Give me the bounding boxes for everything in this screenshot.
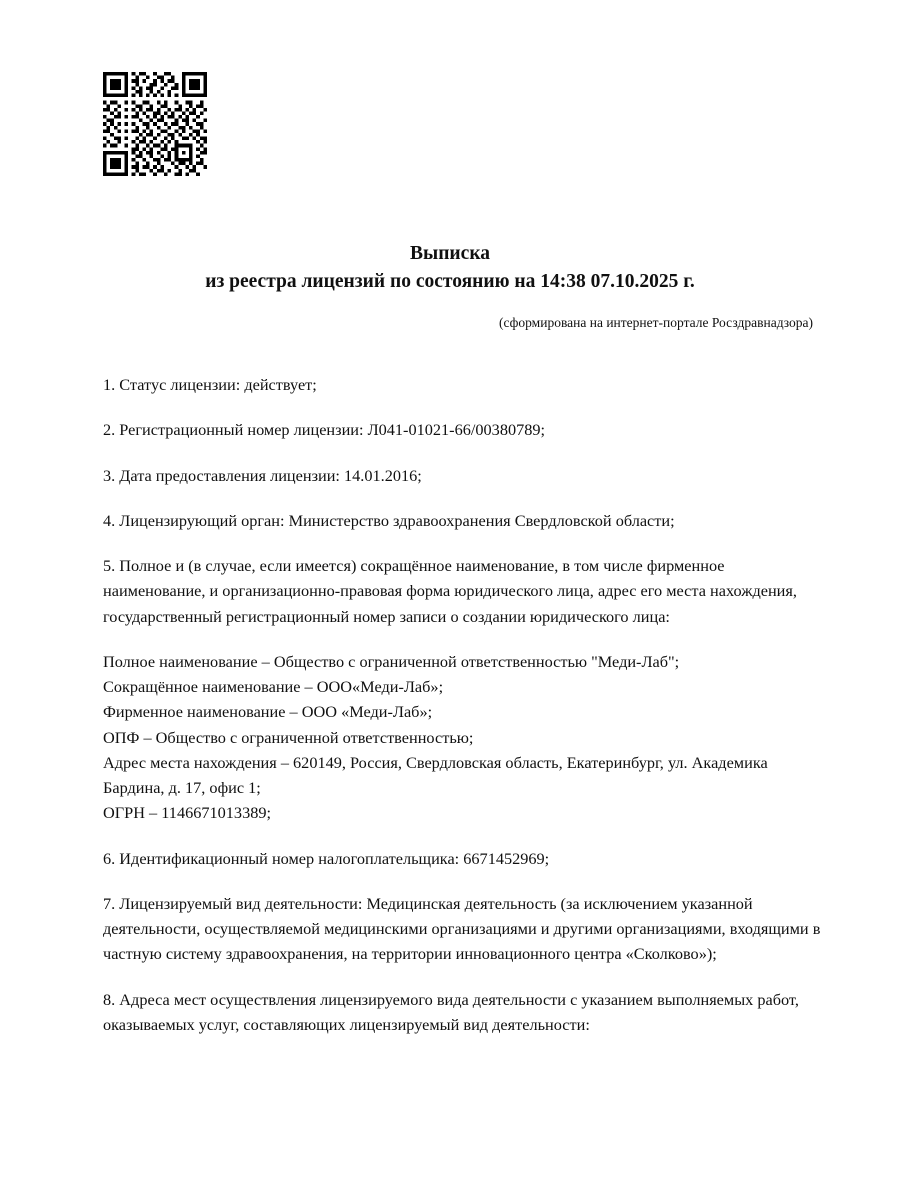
entity-brand-name: Фирменное наименование – ООО «Меди-Лаб»; [103, 702, 433, 722]
entity-address: Адрес места нахождения – 620149, Россия, Свердловская область, Екатеринбург, ул. Академика Бардина, д. 17, офис 1; [103, 752, 768, 797]
item-addresses: 8. Адреса мест осуществления лицензируемого вида деятельности с указанием выполняемых работ, оказываемых услуг, составляющих лицензируемый вид деятельности: [103, 989, 799, 1034]
entity-short-name: Сокращённое наименование – ООО«Меди-Лаб»; [103, 677, 444, 696]
item-inn: 6. Идентификационный номер налогоплательщика: 6671452969; [103, 848, 550, 868]
document-body [103, 372, 831, 1037]
qr-code-icon [103, 72, 207, 176]
portal-note: (сформирована на интернет-портале Росздравнадзора) [498, 315, 813, 330]
entity-details [103, 649, 831, 826]
item-legal-entity-intro: 5. Полное и (в случае, если имеется) сокращённое наименование, в том числе фирменное наименование, и организационно-правовая форма юридического лица, адрес его места нахождения, государственный регистрационный номер записи о создании юридического лица: [103, 556, 797, 626]
item-activity-type: 7. Лицензируемый вид деятельности: Медицинская деятельность (за исключением указанной деятельности, осуществляемой медицинскими организациями и другими организациями, входящими в частную систему здравоохранения, на территории инновационного центра «Сколково»); [103, 893, 821, 964]
item-registration-number: 2. Регистрационный номер лицензии: Л041-01021-66/00380789; [103, 420, 546, 440]
entity-full-name: Полное наименование – Общество с ограниченной ответственностью "Меди-Лаб"; [103, 651, 680, 671]
title-line-1: Выписка [409, 243, 491, 264]
document-title [100, 240, 800, 297]
item-status: 1. Статус лицензии: действует; [103, 375, 317, 394]
entity-legal-form: ОПФ – Общество с ограниченной ответственностью; [103, 727, 474, 747]
title-line-2: из реестра лицензий по состоянию на 14:38 07.10.2025 г. [205, 271, 695, 293]
item-issue-date: 3. Дата предоставления лицензии: 14.01.2016; [103, 465, 422, 485]
entity-ogrn: ОГРН – 1146671013389; [103, 803, 272, 823]
item-licensing-authority: 4. Лицензирующий орган: Министерство здравоохранения Свердловской области; [103, 510, 675, 530]
